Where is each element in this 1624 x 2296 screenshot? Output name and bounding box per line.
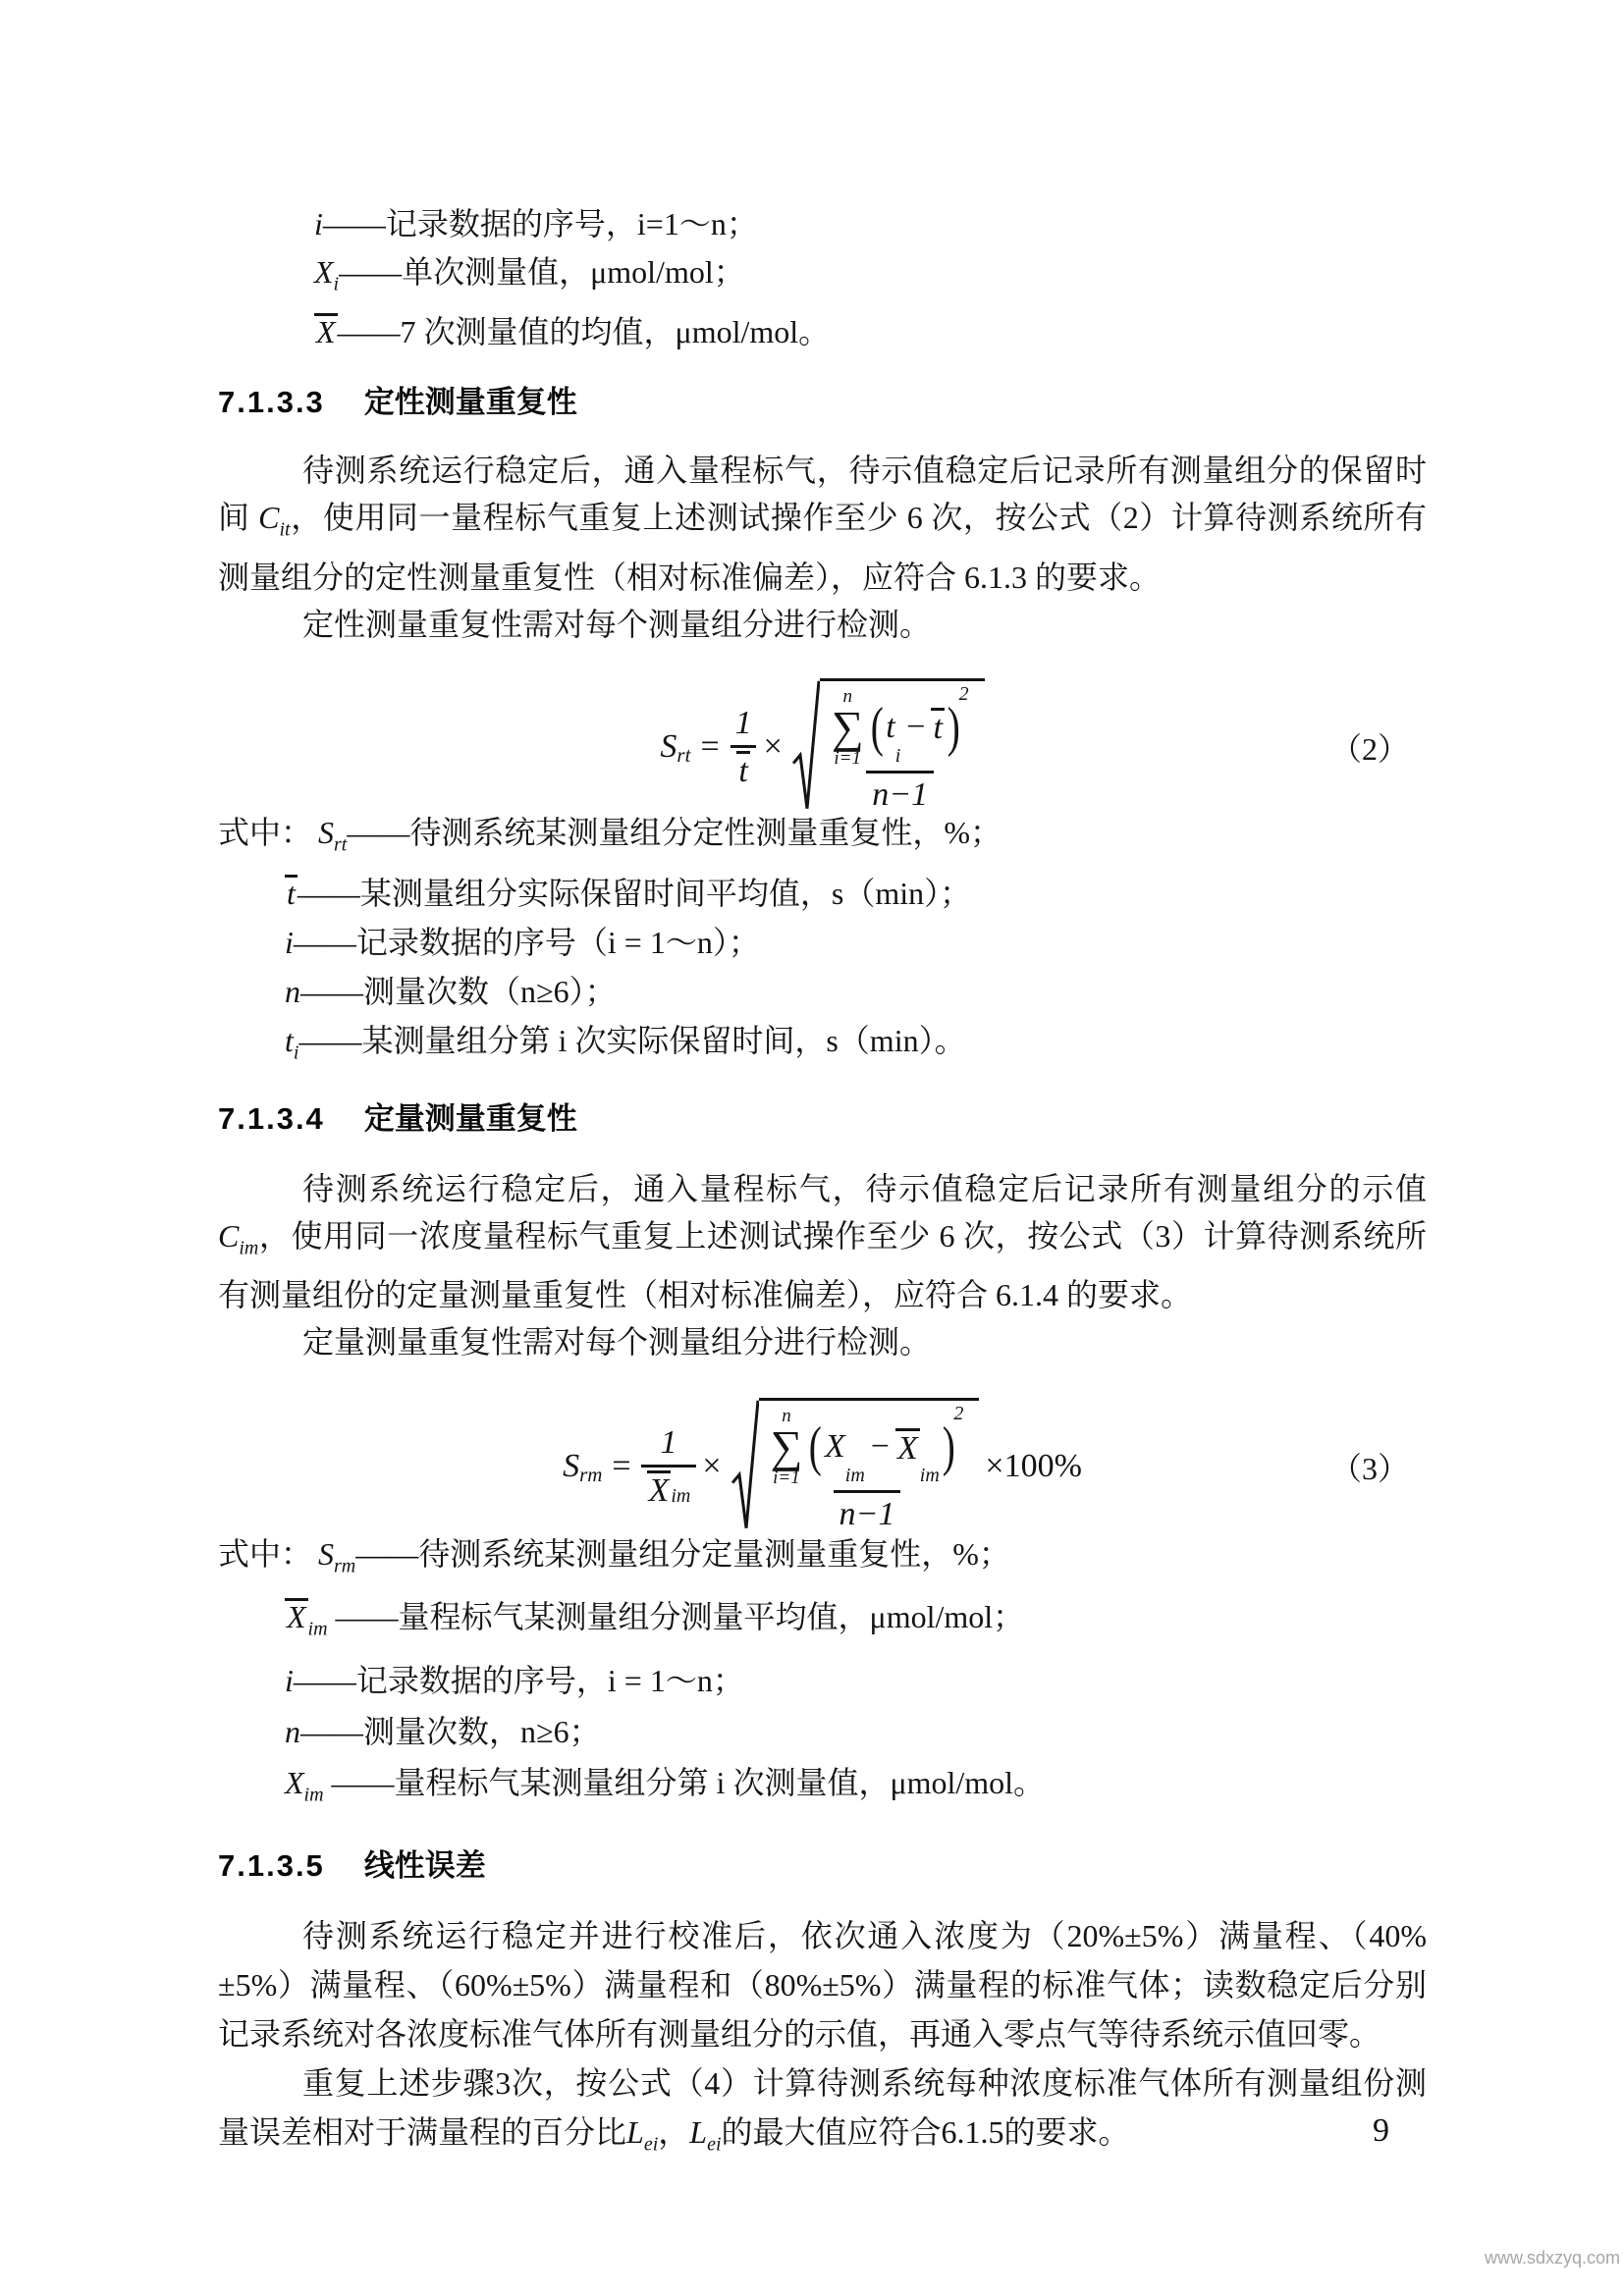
- radicand: [759, 1398, 980, 1535]
- exponent: 2: [953, 1403, 964, 1425]
- symbol-subscript: rm: [579, 1463, 603, 1487]
- definition-text: ——待测系统某测量组分定量测量重复性，%；: [355, 1535, 1010, 1572]
- paragraph-text: 的最大值应符合6.1.5的要求。: [721, 2114, 1130, 2151]
- formula-2: [218, 682, 1427, 813]
- definition-text: ——单次测量值，μmol/mol；: [339, 254, 745, 290]
- definition-row: [314, 248, 1427, 308]
- where-row: [218, 1528, 1427, 1591]
- exponent: 2: [958, 682, 969, 705]
- symbol-Xbar: X: [316, 314, 336, 350]
- paragraph-7135-2: [218, 2058, 1427, 2168]
- fraction-1-over-tbar: [730, 705, 758, 789]
- symbol-definition-list-top: [218, 200, 1427, 356]
- radicand-fraction: [765, 1403, 970, 1533]
- symbol-S: S: [660, 727, 677, 765]
- minus-sign: −: [870, 1427, 890, 1465]
- section-title: 定量测量重复性: [363, 1100, 577, 1136]
- where-list-formula2: [218, 808, 1427, 1078]
- summation: [771, 1407, 803, 1487]
- radical: [731, 1398, 980, 1535]
- section-heading-7133: [218, 382, 1427, 423]
- symbol-subscript: im: [919, 1464, 940, 1486]
- equation-number-3: （3）: [1329, 1450, 1409, 1486]
- close-paren: ): [947, 696, 960, 758]
- equals-sign: =: [700, 727, 720, 765]
- paragraph-text: ，: [658, 2114, 690, 2151]
- where-row: [218, 1591, 1427, 1654]
- paragraph-7134-1: [218, 1165, 1427, 1318]
- open-paren: (: [809, 1415, 823, 1477]
- summation: [832, 687, 864, 768]
- sum-upper-limit: n: [842, 685, 852, 707]
- fraction-1-over-Xbar: [641, 1424, 697, 1509]
- where-row: [218, 1706, 1427, 1757]
- close-paren: ): [942, 1415, 955, 1477]
- symbol-tbar: t: [287, 876, 296, 912]
- definition-text: ——某测量组分实际保留时间平均值，s（min）；: [297, 876, 972, 912]
- symbol-Lei: L: [689, 2114, 708, 2151]
- symbol-subscript: i: [333, 273, 340, 295]
- definition-text: ——某测量组分第 i 次实际保留时间，s（min）。: [298, 1023, 966, 1059]
- symbol-Xi: X: [314, 254, 334, 290]
- radical-sign-icon: [731, 1398, 759, 1535]
- equation-3: [563, 1398, 1082, 1535]
- symbol-subscript: rt: [677, 743, 691, 768]
- definition-text: ——记录数据的序号，i=1～n；: [322, 206, 758, 241]
- page-number: 9: [1373, 2112, 1389, 2149]
- symbol-subscript: ei: [643, 2133, 659, 2156]
- definition-text: ——量程标气某测量组分测量平均值，μmol/mol；: [327, 1599, 1025, 1635]
- radicand-numerator: [826, 682, 975, 771]
- section-number: 7.1.3.5: [218, 1848, 325, 1884]
- definition-row: [314, 200, 1427, 248]
- section-heading-7135: [218, 1845, 1427, 1887]
- definition-text: ——记录数据的序号（i = 1～n）；: [293, 925, 760, 961]
- definition-row: [314, 308, 1427, 356]
- symbol-X: X: [825, 1427, 845, 1465]
- where-row: [218, 1016, 1427, 1077]
- symbol-Cim: C: [218, 1217, 240, 1254]
- symbol-t: t: [886, 708, 895, 745]
- sum-upper-limit: n: [782, 1406, 791, 1427]
- symbol-i: i: [285, 925, 294, 961]
- symbol-subscript: rt: [334, 833, 348, 856]
- equation-number-2: （2）: [1329, 730, 1409, 767]
- where-row: [218, 967, 1427, 1016]
- paragraph-text: 待测系统运行稳定后，通入量程标气，待示值稳定后记录所有测量组分的示值: [302, 1170, 1427, 1206]
- radical-sign-icon: [792, 678, 820, 816]
- paragraph-text: 待测系统运行稳定后，通入量程标气，待示值稳定后记录所有测量组分的保留时间: [218, 453, 1427, 536]
- symbol-subscript: i: [894, 744, 901, 767]
- radical: [792, 678, 985, 816]
- symbol-subscript: im: [844, 1464, 865, 1486]
- paragraph-text: ，使用同一浓度量程标气重复上述测试操作至少 6 次，按公式（3）计算待测系统所有测量组份的定量测量重复性（相对标准偏差），应符合 6.1.4 的要求。: [218, 1217, 1427, 1312]
- where-row: [218, 1655, 1427, 1706]
- equals-sign: =: [612, 1447, 631, 1484]
- definition-text: ——量程标气某测量组分第 i 次测量值，μmol/mol。: [323, 1764, 1046, 1800]
- symbol-subscript: im: [307, 1618, 328, 1640]
- definition-text: ——测量次数（n≥6）；: [300, 974, 617, 1010]
- equation-2: [660, 678, 984, 816]
- where-row: [218, 1757, 1427, 1820]
- sum-lower-limit: i=1: [773, 1467, 800, 1488]
- section-number: 7.1.3.3: [218, 385, 325, 420]
- symbol-Lei: L: [626, 2114, 644, 2151]
- definition-text: ——待测系统某测量组分定性测量重复性，%；: [347, 814, 1002, 850]
- symbol-subscript: im: [239, 1236, 259, 1258]
- numerator: 1: [660, 1424, 677, 1462]
- minus-sign: −: [906, 708, 926, 745]
- symbol-Cit: C: [258, 500, 280, 536]
- where-row: [218, 918, 1427, 967]
- symbol-i: i: [285, 1662, 294, 1698]
- symbol-Srm: S: [318, 1535, 335, 1572]
- section-title: 线性误差: [363, 1848, 486, 1884]
- numerator: 1: [734, 704, 752, 741]
- denominator: [641, 1465, 697, 1509]
- denominator: [731, 745, 755, 789]
- sum-lower-limit: i=1: [834, 747, 862, 769]
- symbol-Xbar-im: X: [287, 1599, 306, 1635]
- sigma-icon: ∑: [770, 1421, 803, 1472]
- radicand-denominator: n−1: [866, 771, 934, 814]
- paragraph-text: ，使用同一量程标气重复上述测试操作至少 6 次，按公式（2）计算待测系统所有测量组分的定性测量重复性（相对标准偏差），应符合 6.1.3 的要求。: [218, 500, 1427, 595]
- symbol-Xim: X: [285, 1764, 304, 1800]
- symbol-S: S: [563, 1447, 580, 1484]
- definition-text: ——7 次测量值的均值，μmol/mol。: [337, 314, 831, 350]
- times-sign: ×: [763, 727, 783, 765]
- paragraph-7133-2: 定性测量重复性需对每个测量组分进行检测。: [302, 606, 932, 642]
- symbol-ti: t: [285, 1023, 294, 1059]
- symbol-tbar: t: [738, 752, 748, 789]
- formula-3: [218, 1403, 1427, 1532]
- symbol-subscript: rm: [334, 1555, 356, 1577]
- eq2-lhs: [660, 725, 690, 768]
- times-sign: ×: [702, 1447, 722, 1484]
- symbol-subscript: it: [279, 518, 291, 541]
- symbol-i: i: [314, 206, 323, 241]
- symbol-n: n: [285, 1713, 300, 1749]
- page-content: [218, 0, 1427, 2169]
- times-100-percent: ×100%: [985, 1447, 1082, 1484]
- paragraph-7134-2: 定量测量重复性需对每个测量组分进行检测。: [302, 1323, 932, 1360]
- symbol-n: n: [285, 974, 300, 1010]
- section-heading-7134: [218, 1098, 1427, 1140]
- symbol-tbar: t: [933, 710, 943, 747]
- where-label: 式中：: [218, 814, 313, 850]
- section-title: 定性测量重复性: [363, 385, 577, 420]
- radicand-denominator: n−1: [834, 1490, 901, 1533]
- symbol-Xbar: X: [648, 1472, 670, 1510]
- symbol-Srt: S: [318, 814, 335, 850]
- symbol-subscript: im: [671, 1484, 691, 1507]
- paragraph-7135-1: 待测系统运行稳定并进行校准后，依次通入浓度为（20%±5%）满量程、（40%±5%）满量程、（60%±5%）满量程和（80%±5%）满量程的标准气体；读数稳定后分别记录系统对各浓度标准气体所有测量组分的示值，再通入零点气等待系统示值回零。: [218, 1918, 1427, 2053]
- watermark: www.sdxzyq.com: [1485, 2248, 1621, 2268]
- radicand-numerator: [765, 1403, 970, 1490]
- symbol-subscript: i: [293, 1041, 299, 1064]
- symbol-Xbar: X: [896, 1429, 918, 1467]
- definition-text: ——测量次数，n≥6；: [300, 1713, 601, 1749]
- eq3-lhs: [563, 1445, 602, 1487]
- symbol-subscript: ei: [707, 2133, 722, 2156]
- section-number: 7.1.3.4: [218, 1100, 325, 1136]
- radicand-fraction: [826, 682, 975, 814]
- paragraph-7133-1: [218, 447, 1427, 600]
- where-row: [218, 869, 1427, 918]
- open-paren: (: [870, 696, 884, 758]
- definition-text: ——记录数据的序号，i = 1～n；: [293, 1662, 744, 1698]
- radicand: [820, 678, 985, 816]
- symbol-subscript: im: [303, 1784, 324, 1806]
- where-row: [218, 808, 1427, 869]
- where-label: 式中：: [218, 1535, 313, 1572]
- sigma-icon: ∑: [831, 701, 864, 752]
- where-list-formula3: [218, 1528, 1427, 1820]
- paragraph-text: 重复上述步骤3次，按公式（4）计算待测系统每种浓度标准气体所有测量组份测量误差相对于满量程的百分比: [218, 2065, 1427, 2151]
